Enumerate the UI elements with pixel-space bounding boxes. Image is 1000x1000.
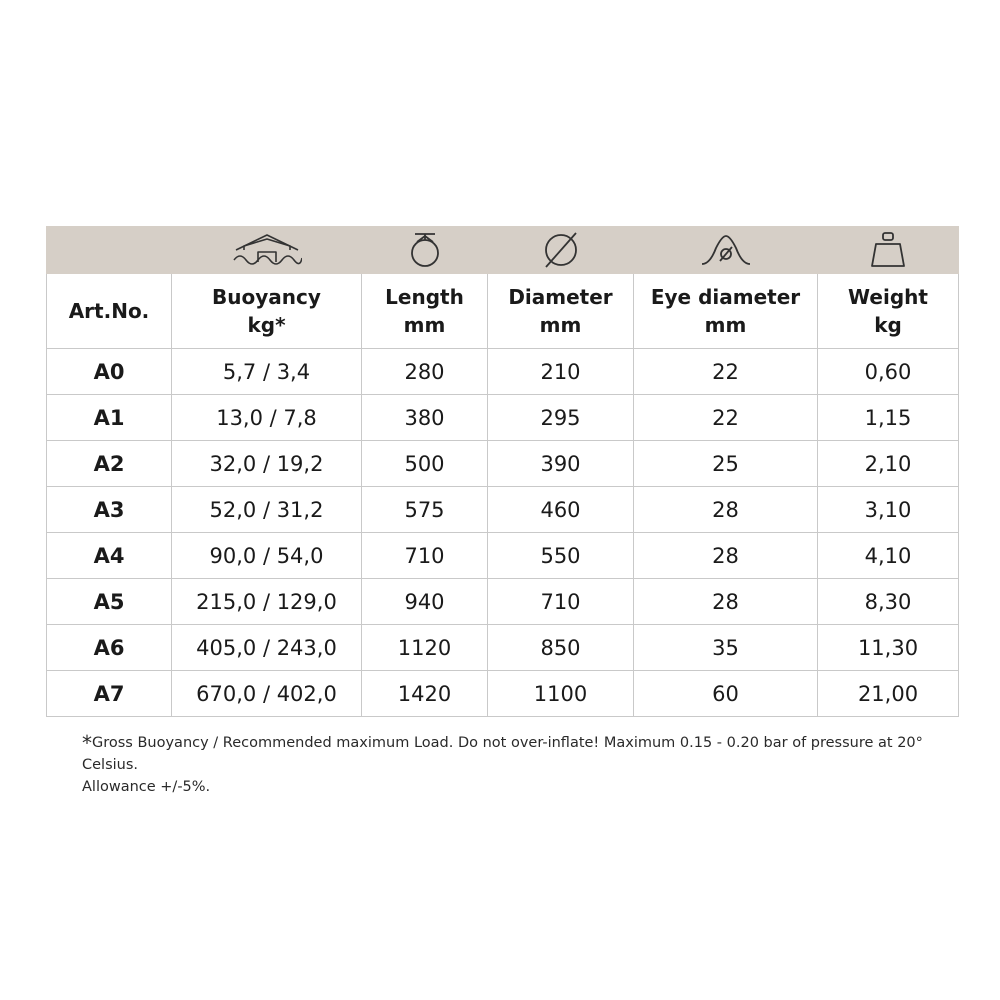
table-row (47, 395, 959, 441)
footnote-text-1: Gross Buoyancy / Recommended maximum Load. Do not over-inflate! Maximum 0.15 - 0.20 bar of pressure at 20° Celsius. (82, 735, 923, 773)
header-weight-label: Weight (848, 285, 928, 309)
specification-table-container (46, 226, 958, 717)
icon-cell-length (362, 227, 488, 274)
icon-cell-weight (818, 227, 959, 274)
cell-length: 500 (362, 441, 488, 487)
cell-length: 575 (362, 487, 488, 533)
cell-art: A1 (47, 395, 172, 441)
cell-art: A5 (47, 579, 172, 625)
diameter-icon (540, 229, 582, 271)
table-row (47, 671, 959, 717)
cell-buoyancy: 405,0 / 243,0 (172, 625, 362, 671)
cell-buoyancy: 52,0 / 31,2 (172, 487, 362, 533)
footnote (82, 732, 962, 798)
cell-art: A2 (47, 441, 172, 487)
header-weight-unit: kg (874, 313, 902, 337)
header-eye-diameter-unit: mm (704, 313, 747, 337)
table-row (47, 487, 959, 533)
header-weight (818, 274, 959, 349)
cell-length: 710 (362, 533, 488, 579)
footnote-star: * (82, 731, 92, 755)
header-diameter-label: Diameter (508, 285, 613, 309)
header-art-no (47, 274, 172, 349)
header-eye-diameter (634, 274, 818, 349)
length-icon (405, 230, 445, 270)
cell-weight: 2,10 (818, 441, 959, 487)
cell-buoyancy: 670,0 / 402,0 (172, 671, 362, 717)
cell-art: A0 (47, 349, 172, 395)
cell-length: 1120 (362, 625, 488, 671)
cell-eye: 28 (634, 579, 818, 625)
header-diameter-unit: mm (539, 313, 582, 337)
cell-buoyancy: 5,7 / 3,4 (172, 349, 362, 395)
cell-art: A3 (47, 487, 172, 533)
header-eye-diameter-label: Eye diameter (650, 285, 801, 309)
cell-diameter: 550 (488, 533, 634, 579)
cell-buoyancy: 13,0 / 7,8 (172, 395, 362, 441)
header-length (362, 274, 488, 349)
cell-eye: 22 (634, 395, 818, 441)
cell-weight: 0,60 (818, 349, 959, 395)
cell-weight: 3,10 (818, 487, 959, 533)
cell-diameter: 210 (488, 349, 634, 395)
cell-diameter: 1100 (488, 671, 634, 717)
cell-length: 1420 (362, 671, 488, 717)
cell-weight: 4,10 (818, 533, 959, 579)
cell-art: A7 (47, 671, 172, 717)
icon-row (47, 227, 959, 274)
table-row (47, 349, 959, 395)
cell-length: 380 (362, 395, 488, 441)
cell-diameter: 460 (488, 487, 634, 533)
cell-art: A4 (47, 533, 172, 579)
cell-eye: 35 (634, 625, 818, 671)
specification-table (46, 226, 959, 717)
table-row (47, 533, 959, 579)
header-art-no-label: Art.No. (68, 299, 150, 323)
cell-diameter: 390 (488, 441, 634, 487)
header-length-label: Length (385, 285, 464, 309)
cell-length: 940 (362, 579, 488, 625)
table-row (47, 625, 959, 671)
header-buoyancy-label: Buoyancy (212, 285, 321, 309)
cell-diameter: 850 (488, 625, 634, 671)
buoyancy-icon (232, 232, 302, 268)
header-row (47, 274, 959, 349)
icon-cell-buoyancy (172, 227, 362, 274)
eye-diameter-icon (698, 232, 754, 268)
header-length-unit: mm (403, 313, 446, 337)
cell-weight: 21,00 (818, 671, 959, 717)
header-buoyancy (172, 274, 362, 349)
cell-buoyancy: 90,0 / 54,0 (172, 533, 362, 579)
table-row (47, 441, 959, 487)
cell-eye: 60 (634, 671, 818, 717)
cell-eye: 22 (634, 349, 818, 395)
cell-buoyancy: 215,0 / 129,0 (172, 579, 362, 625)
table-body (47, 349, 959, 717)
table-row (47, 579, 959, 625)
cell-weight: 8,30 (818, 579, 959, 625)
footnote-line-2: Allowance +/-5%. (82, 779, 211, 795)
header-diameter (488, 274, 634, 349)
cell-eye: 25 (634, 441, 818, 487)
cell-eye: 28 (634, 533, 818, 579)
cell-diameter: 710 (488, 579, 634, 625)
icon-cell-diameter (488, 227, 634, 274)
footnote-line-1 (82, 732, 962, 776)
cell-buoyancy: 32,0 / 19,2 (172, 441, 362, 487)
cell-weight: 11,30 (818, 625, 959, 671)
header-buoyancy-unit: kg* (247, 313, 286, 337)
cell-art: A6 (47, 625, 172, 671)
cell-length: 280 (362, 349, 488, 395)
icon-cell-art (47, 227, 172, 274)
cell-eye: 28 (634, 487, 818, 533)
cell-weight: 1,15 (818, 395, 959, 441)
weight-icon (868, 230, 908, 270)
icon-cell-eye (634, 227, 818, 274)
cell-diameter: 295 (488, 395, 634, 441)
